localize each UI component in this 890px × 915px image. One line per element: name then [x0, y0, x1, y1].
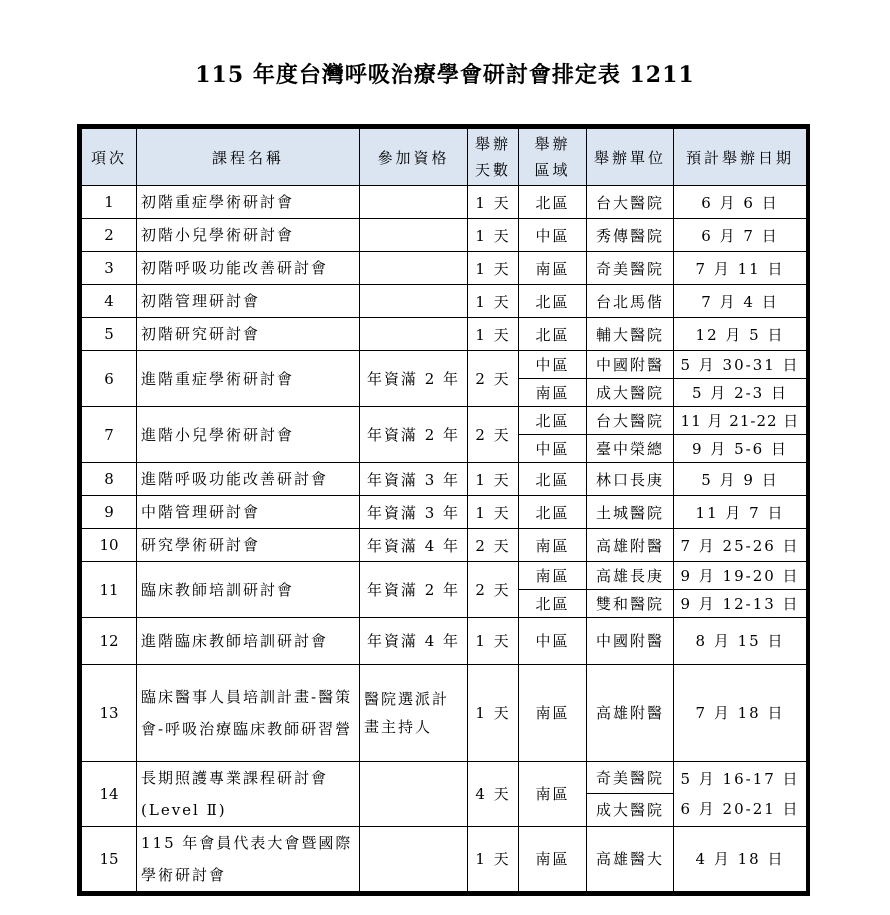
row-days: 2 天: [468, 407, 519, 463]
row-date: 7 月 25-26 日: [674, 529, 807, 562]
row-course: 初階管理研討會: [137, 285, 360, 318]
schedule-table: [81, 128, 807, 892]
row-region: 南區: [519, 379, 587, 407]
row-host: 成大醫院: [587, 794, 674, 827]
row-region: 中區: [519, 435, 587, 463]
row-host: 土城醫院: [587, 496, 674, 529]
header-region: 舉辦區域: [519, 129, 587, 186]
row-course: 臨床醫事人員培訓計畫-醫策會-呼吸治療臨床教師研習營: [137, 664, 360, 761]
row-course: 研究學術研討會: [137, 529, 360, 562]
row-days: 1 天: [468, 664, 519, 761]
row-course: 進階臨床教師培訓研討會: [137, 618, 360, 664]
row-host: 雙和醫院: [587, 590, 674, 618]
row-host: 高雄長庚: [587, 562, 674, 590]
row-no: 12: [82, 618, 137, 664]
row-qualification: [360, 761, 468, 826]
row-host: 林口長庚: [587, 463, 674, 496]
table-row: [82, 285, 807, 318]
row-region: 南區: [519, 529, 587, 562]
row-host: 奇美醫院: [587, 761, 674, 794]
table-row: [82, 562, 807, 590]
row-date: 6 月 6 日: [674, 186, 807, 219]
row-course: 初階重症學術研討會: [137, 186, 360, 219]
row-days: 2 天: [468, 351, 519, 407]
table-row: [82, 318, 807, 351]
row-host: 高雄附醫: [587, 664, 674, 761]
row-host: 中國附醫: [587, 351, 674, 379]
row-no: 5: [82, 318, 137, 351]
row-no: 7: [82, 407, 137, 463]
row-course: 進階小兒學術研討會: [137, 407, 360, 463]
row-host: 中國附醫: [587, 618, 674, 664]
row-days: 4 天: [468, 761, 519, 826]
row-course: 進階呼吸功能改善研討會: [137, 463, 360, 496]
row-course: 初階研究研討會: [137, 318, 360, 351]
row-date: 6 月 7 日: [674, 219, 807, 252]
table-row: [82, 463, 807, 496]
row-no: 14: [82, 761, 137, 826]
row-host: 高雄附醫: [587, 529, 674, 562]
row-host: 高雄醫大: [587, 826, 674, 891]
row-days: 1 天: [468, 496, 519, 529]
row-region: 中區: [519, 219, 587, 252]
row-no: 2: [82, 219, 137, 252]
row-no: 15: [82, 826, 137, 891]
header-qualification: 參加資格: [360, 129, 468, 186]
row-course: 初階呼吸功能改善研討會: [137, 252, 360, 285]
row-qualification: 年資滿 3 年: [360, 496, 468, 529]
row-qualification: 年資滿 2 年: [360, 407, 468, 463]
table-row: [82, 761, 807, 794]
row-region: 北區: [519, 186, 587, 219]
row-qualification: [360, 285, 468, 318]
row-no: 6: [82, 351, 137, 407]
row-days: 1 天: [468, 318, 519, 351]
row-date: 5 月 2-3 日: [674, 379, 807, 407]
row-date: 7 月 18 日: [674, 664, 807, 761]
row-course: 進階重症學術研討會: [137, 351, 360, 407]
row-date: 5 月 16-17 日: [680, 769, 800, 788]
row-host: 臺中榮總: [587, 435, 674, 463]
row-date: 11 月 21-22 日: [674, 407, 807, 435]
row-region: 北區: [519, 318, 587, 351]
row-days: 1 天: [468, 285, 519, 318]
row-date-group: [674, 761, 807, 826]
row-date: 6 月 20-21 日: [680, 799, 800, 818]
row-days: 1 天: [468, 826, 519, 891]
row-course: 長期照護專業課程研討會(Level Ⅱ): [137, 761, 360, 826]
row-date: 5 月 9 日: [674, 463, 807, 496]
row-date: 9 月 19-20 日: [674, 562, 807, 590]
row-days: 2 天: [468, 562, 519, 618]
row-host: 奇美醫院: [587, 252, 674, 285]
row-region: 中區: [519, 618, 587, 664]
row-qualification: 年資滿 4 年: [360, 618, 468, 664]
row-host: 輔大醫院: [587, 318, 674, 351]
table-row: [82, 351, 807, 379]
row-region: 南區: [519, 761, 587, 826]
row-no: 3: [82, 252, 137, 285]
table-row: [82, 496, 807, 529]
row-qualification: 年資滿 3 年: [360, 463, 468, 496]
row-days: 2 天: [468, 529, 519, 562]
row-region: 南區: [519, 252, 587, 285]
row-qualification: 醫院選派計畫主持人: [360, 664, 468, 761]
row-host: 台北馬偕: [587, 285, 674, 318]
row-date: 8 月 15 日: [674, 618, 807, 664]
table-row: [82, 618, 807, 664]
row-qualification: 年資滿 2 年: [360, 562, 468, 618]
row-no: 11: [82, 562, 137, 618]
row-region: 北區: [519, 285, 587, 318]
row-no: 8: [82, 463, 137, 496]
row-qualification: 年資滿 4 年: [360, 529, 468, 562]
row-date: 12 月 5 日: [674, 318, 807, 351]
page-title: 115 年度台灣呼吸治療學會研討會排定表 1211: [195, 62, 695, 88]
row-region: 中區: [519, 351, 587, 379]
row-course: 中階管理研討會: [137, 496, 360, 529]
row-no: 9: [82, 496, 137, 529]
table-row: [82, 252, 807, 285]
row-host: 台大醫院: [587, 407, 674, 435]
header-row: [82, 129, 807, 186]
row-date: 7 月 4 日: [674, 285, 807, 318]
table-row: [82, 186, 807, 219]
row-region: 北區: [519, 407, 587, 435]
row-date: 7 月 11 日: [674, 252, 807, 285]
row-region: 北區: [519, 496, 587, 529]
row-host: 秀傳醫院: [587, 219, 674, 252]
row-days: 1 天: [468, 219, 519, 252]
row-qualification: [360, 219, 468, 252]
header-days: 舉辦天數: [468, 129, 519, 186]
table-row: [82, 407, 807, 435]
table-row: [82, 664, 807, 761]
row-region: 北區: [519, 463, 587, 496]
row-qualification: [360, 186, 468, 219]
row-date: 5 月 30-31 日: [674, 351, 807, 379]
row-date: 9 月 12-13 日: [674, 590, 807, 618]
header-date: 預計舉辦日期: [674, 129, 807, 186]
row-host: 成大醫院: [587, 379, 674, 407]
row-no: 1: [82, 186, 137, 219]
row-qualification: 年資滿 2 年: [360, 351, 468, 407]
row-qualification: [360, 252, 468, 285]
header-host: 舉辦單位: [587, 129, 674, 186]
row-host: 台大醫院: [587, 186, 674, 219]
row-days: 1 天: [468, 252, 519, 285]
row-qualification: [360, 318, 468, 351]
table-row: [82, 219, 807, 252]
row-days: 1 天: [468, 463, 519, 496]
row-region: 南區: [519, 826, 587, 891]
header-course: 課程名稱: [137, 129, 360, 186]
row-no: 10: [82, 529, 137, 562]
table-row: [82, 529, 807, 562]
row-no: 13: [82, 664, 137, 761]
row-region: 南區: [519, 664, 587, 761]
row-qualification: [360, 826, 468, 891]
row-no: 4: [82, 285, 137, 318]
row-date: 9 月 5-6 日: [674, 435, 807, 463]
row-course: 115 年會員代表大會暨國際學術研討會: [137, 826, 360, 891]
row-course: 初階小兒學術研討會: [137, 219, 360, 252]
row-course: 臨床教師培訓研討會: [137, 562, 360, 618]
row-region: 南區: [519, 562, 587, 590]
row-days: 1 天: [468, 186, 519, 219]
row-days: 1 天: [468, 618, 519, 664]
header-no: 項次: [82, 129, 137, 186]
row-date: 11 月 7 日: [674, 496, 807, 529]
row-date: 4 月 18 日: [674, 826, 807, 891]
table-row: [82, 826, 807, 891]
row-region: 北區: [519, 590, 587, 618]
